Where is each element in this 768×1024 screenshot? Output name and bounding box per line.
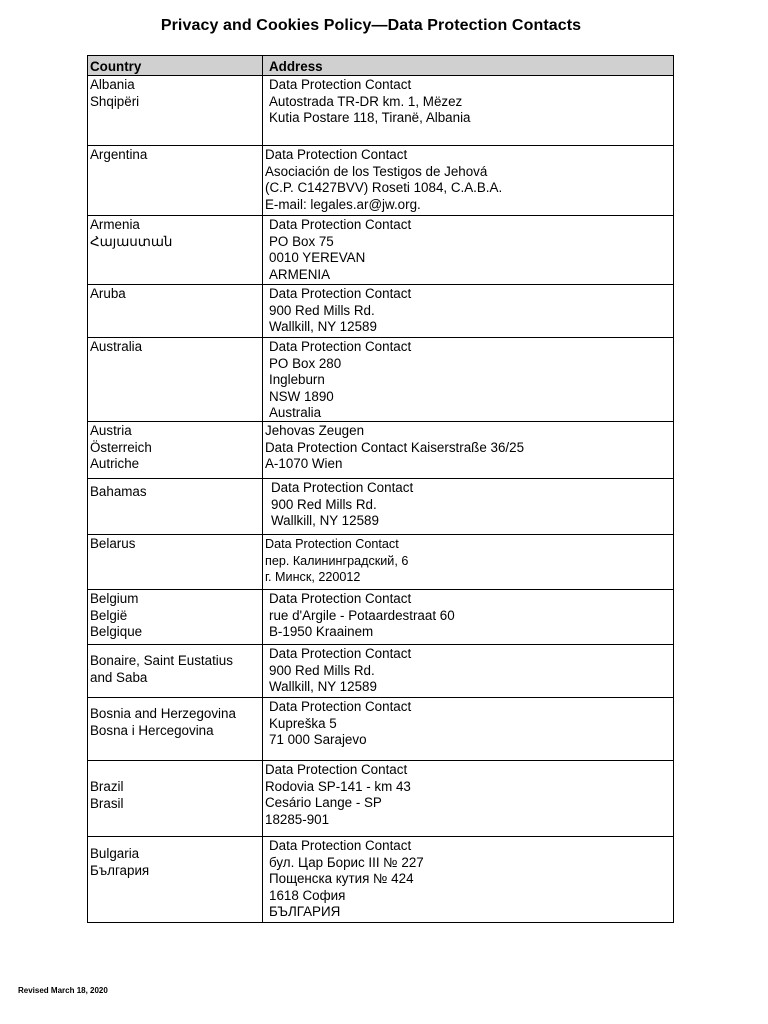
- table-row: [88, 76, 674, 146]
- address-cell: Data Protection Contact Kupreška 5 71 000 Sarajevo: [263, 698, 674, 761]
- country-column-header: Country: [88, 56, 263, 76]
- table-row: [88, 216, 674, 285]
- address-cell: Data Protection Contact PO Box 280 Ingleburn NSW 1890 Australia: [263, 338, 674, 422]
- country-cell: Armenia Հայաստան: [88, 216, 263, 285]
- contacts-table: [87, 55, 674, 923]
- country-cell: Australia: [88, 338, 263, 422]
- table-header-row: [88, 56, 674, 76]
- country-cell: Bahamas: [88, 479, 263, 535]
- table-row: [88, 535, 674, 590]
- table-row: [88, 422, 674, 479]
- address-cell: Data Protection Contact rue d'Argile - Potaardestraat 60 B-1950 Kraainem: [263, 590, 674, 645]
- address-cell: Data Protection Contact Autostrada TR-DR km. 1, Mëzez Kutia Postare 118, Tiranë, Albania: [263, 76, 674, 146]
- page-title: [0, 17, 742, 35]
- address-cell: Data Protection Contact Asociación de los Testigos de Jehová (C.P. C1427BVV) Roseti 1084, C.A.B.A. E-mail: legales.ar@jw.org.: [263, 146, 674, 216]
- table-row: [88, 479, 674, 535]
- table-row: [88, 338, 674, 422]
- address-cell: Jehovas Zeugen Data Protection Contact Kaiserstraße 36/25 A-1070 Wien: [263, 422, 674, 479]
- table-row: [88, 837, 674, 923]
- country-cell: Bonaire, Saint Eustatius and Saba: [88, 645, 263, 698]
- country-cell: Argentina: [88, 146, 263, 216]
- address-cell: Data Protection Contact бул. Цар Борис III № 227 Пощенска кутия № 424 1618 София БЪЛГАРИЯ: [263, 837, 674, 923]
- country-cell: Belarus: [88, 535, 263, 590]
- address-cell: Data Protection Contact пер. Калининградский, 6 г. Минск, 220012: [263, 535, 674, 590]
- country-cell: Brazil Brasil: [88, 761, 263, 837]
- table-row: [88, 645, 674, 698]
- country-cell: Albania Shqipëri: [88, 76, 263, 146]
- country-cell: Austria Österreich Autriche: [88, 422, 263, 479]
- country-cell: Belgium België Belgique: [88, 590, 263, 645]
- address-column-header: Address: [263, 56, 674, 76]
- country-cell: Bulgaria България: [88, 837, 263, 923]
- address-cell: Data Protection Contact PO Box 75 0010 YEREVAN ARMENIA: [263, 216, 674, 285]
- table-row: [88, 698, 674, 761]
- table-row: [88, 761, 674, 837]
- address-cell: Data Protection Contact 900 Red Mills Rd. Wallkill, NY 12589: [263, 285, 674, 338]
- country-cell: Bosnia and Herzegovina Bosna i Hercegovina: [88, 698, 263, 761]
- address-cell: Data Protection Contact Rodovia SP-141 - km 43 Cesário Lange - SP 18285-901: [263, 761, 674, 837]
- title-dash: —: [371, 17, 388, 34]
- table-row: [88, 146, 674, 216]
- revision-note: Revised March 18, 2020: [18, 986, 108, 995]
- country-cell: Aruba: [88, 285, 263, 338]
- address-cell: Data Protection Contact 900 Red Mills Rd. Wallkill, NY 12589: [263, 479, 674, 535]
- address-cell: Data Protection Contact 900 Red Mills Rd. Wallkill, NY 12589: [263, 645, 674, 698]
- title-right: Data Protection Contacts: [387, 17, 582, 34]
- table-row: [88, 590, 674, 645]
- title-left: Privacy and Cookies Policy: [160, 17, 372, 34]
- table-row: [88, 285, 674, 338]
